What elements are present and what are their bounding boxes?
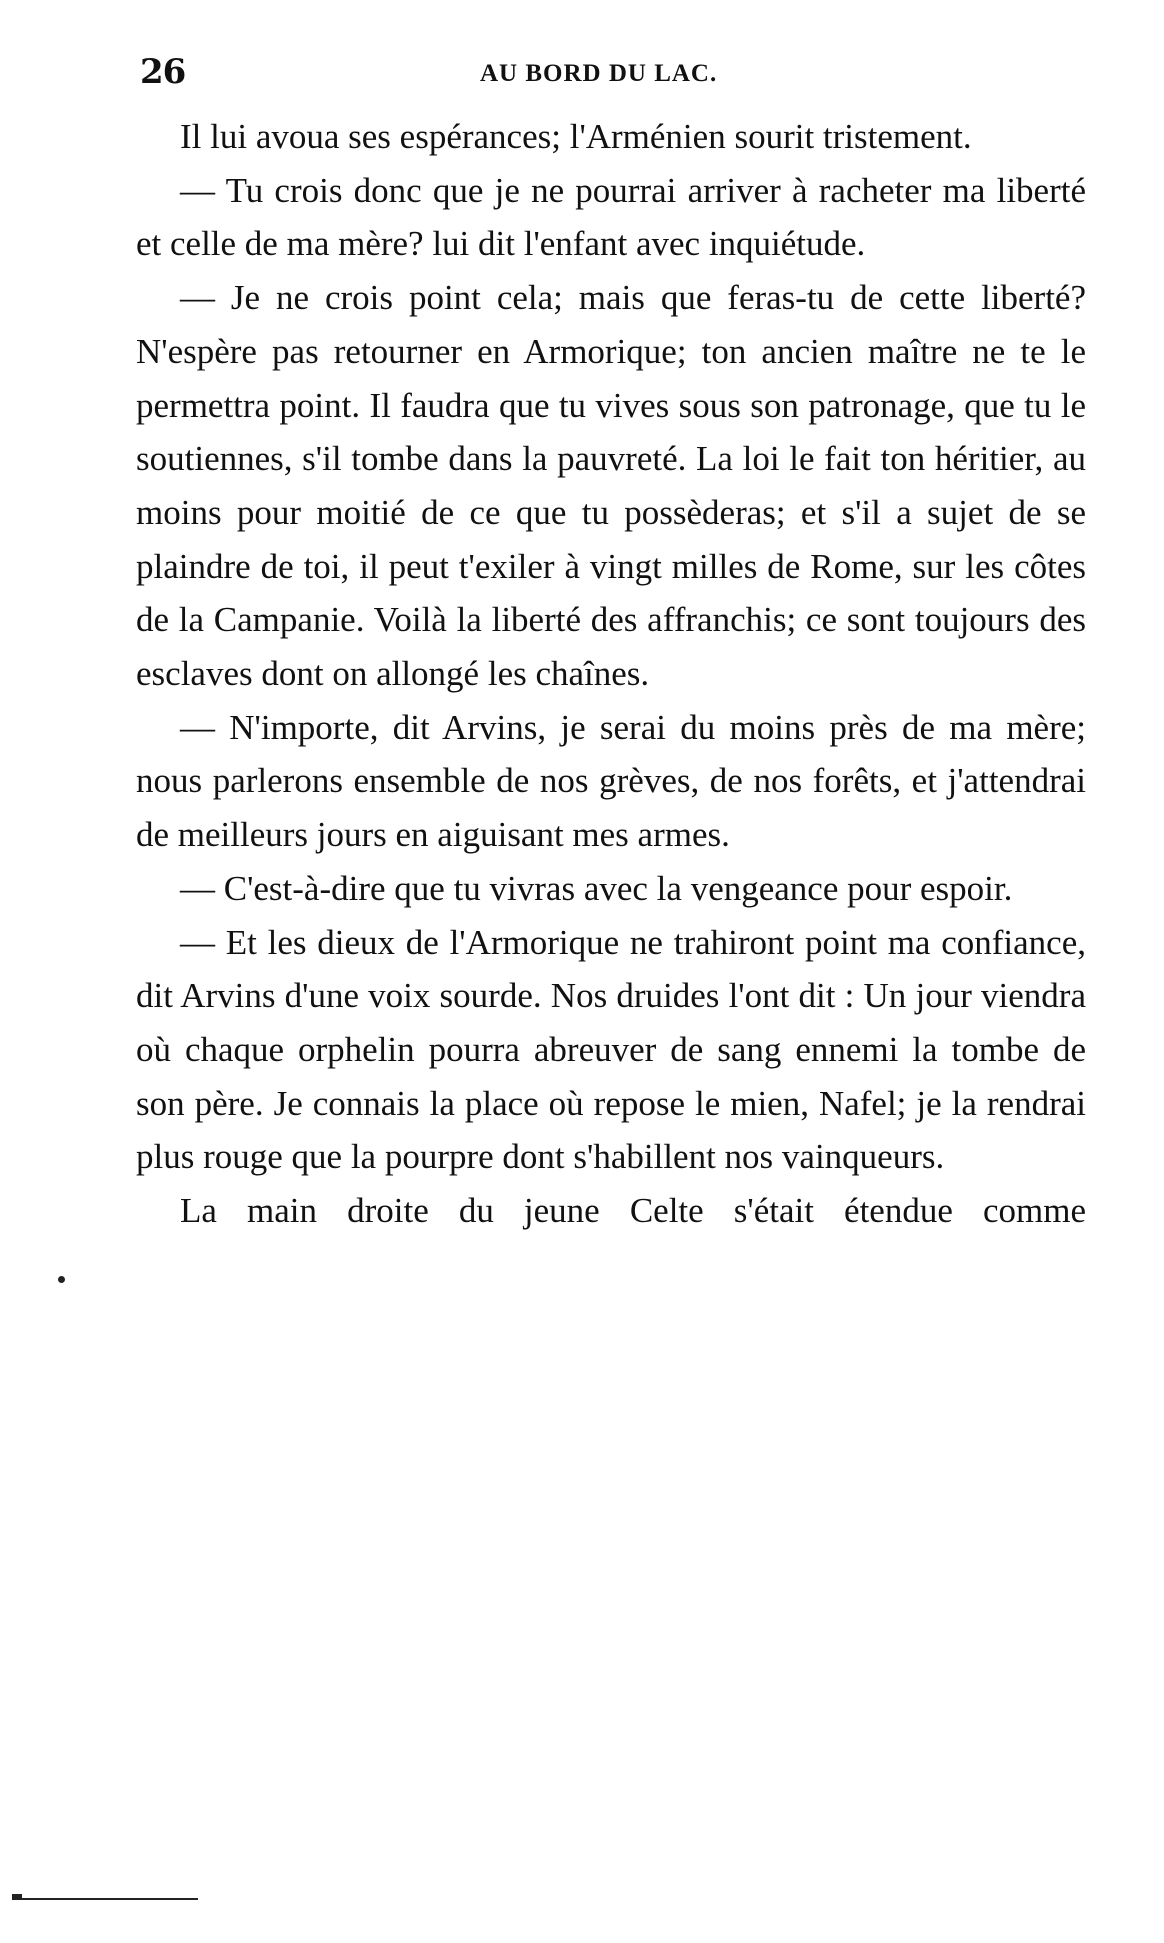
ink-speck [58,1276,65,1283]
footer-rule [18,1898,198,1900]
paragraph: — Tu crois donc que je ne pourrai arriver à racheter ma liberté et celle de ma mère? lui dit l'enfant avec inquiétude. [136,170,1086,264]
paragraph: — Et les dieux de l'Armorique ne trahiront point ma confiance, dit Arvins d'une voix sourde. Nos druides l'ont dit : Un jour viendra où chaque orphelin pourra abreuver de sang ennemi la tombe de son père. Je connais la place où repose le mien, Nafel; je la rendrai plus rouge que la pourpre dont s'habillent nos vainqueurs. [136,922,1086,1177]
page-number: 26 [140,52,186,92]
paragraph: — N'importe, dit Arvins, je serai du moins près de ma mère; nous parlerons ensemble de nos grèves, de nos forêts, et j'attendrai de meilleurs jours en aiguisant mes armes. [136,707,1086,855]
paragraph: — C'est-à-dire que tu vivras avec la vengeance pour espoir. [180,868,1013,908]
paragraph: — Je ne crois point cela; mais que feras-tu de cette liberté? N'espère pas retourner en Armorique; ton ancien maître ne te le permettra point. Il faudra que tu vives sous son patronage, que tu le soutiennes, s'il tombe dans la pauvreté. La loi le fait ton héritier, au moins pour moitié de ce que tu possèderas; et s'il a sujet de se plaindre de toi, il peut t'exiler à vingt milles de Rome, sur les côtes de la Campanie. Voilà la liberté des affranchis; ce sont toujours des esclaves dont on allongé les chaînes. [136,278,1086,694]
paragraph: La main droite du jeune Celte s'était étendue comme [180,1191,1086,1231]
running-title: AU BORD DU LAC. [480,60,718,87]
paragraph: Il lui avoua ses espérances; l'Arménien sourit tristement. [180,117,972,156]
text-body [136,110,1086,1238]
page-header [140,52,1090,92]
